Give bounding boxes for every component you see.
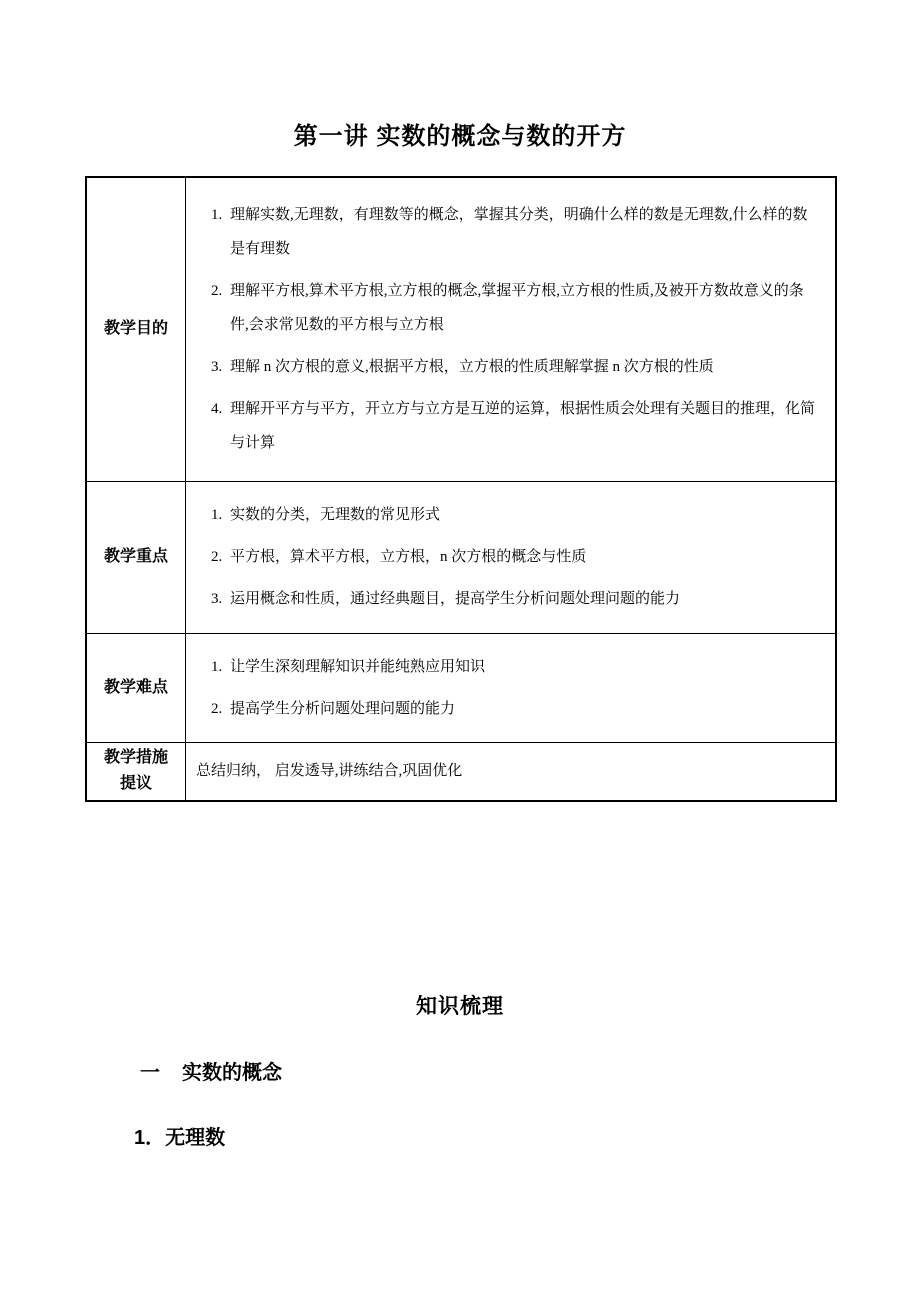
- table-row-difficulties: [86, 633, 836, 742]
- measures-text: 总结归纳， 启发透导,讲练结合,巩固优化: [196, 763, 463, 780]
- list-item: 3. 理解 n 次方根的意义,根据平方根，立方根的性质理解掌握 n 次方根的性质: [226, 350, 821, 384]
- list-item: 2. 平方根，算术平方根，立方根，n 次方根的概念与性质: [226, 540, 821, 574]
- list-item: 2. 提高学生分析问题处理问题的能力: [226, 692, 821, 726]
- row-content-difficulties: [186, 633, 837, 742]
- list-item: 2. 理解平方根,算术平方根,立方根的概念,掌握平方根,立方根的性质,及被开方数故意义的条件,会求常见数的平方根与立方根: [226, 274, 821, 342]
- row-content-measures: [186, 742, 837, 801]
- row-content-keypoints: [186, 481, 837, 633]
- row-label-measures-line2: 提议: [119, 775, 152, 793]
- list-item: 1. 实数的分类，无理数的常见形式: [226, 498, 821, 532]
- section-marker: 一: [140, 1062, 160, 1084]
- list-item: 1. 理解实数,无理数，有理数等的概念，掌握其分类，明确什么样的数是无理数,什么样的数是有理数: [226, 198, 821, 266]
- row-label-measures: [86, 742, 186, 801]
- objectives-list: [186, 198, 821, 460]
- section-heading-real-numbers: [140, 1056, 282, 1085]
- section-title: 实数的概念: [182, 1062, 282, 1084]
- knowledge-section-heading: 知识梳理: [416, 995, 504, 1018]
- table-row-objectives: [86, 177, 836, 481]
- difficulties-list: [186, 650, 821, 726]
- row-label-difficulties: 教学难点: [86, 633, 186, 742]
- keypoints-list: [186, 498, 821, 616]
- row-label-measures-line1: 教学措施: [103, 749, 168, 767]
- row-label-objectives: 教学目的: [86, 177, 186, 481]
- table-row-keypoints: [86, 481, 836, 633]
- row-label-keypoints: 教学重点: [86, 481, 186, 633]
- row-content-objectives: [186, 177, 837, 481]
- page-title: 第一讲 实数的概念与数的开方: [293, 123, 627, 150]
- table-row-measures: [86, 742, 836, 801]
- list-item: 3. 运用概念和性质，通过经典题目，提高学生分析问题处理问题的能力: [226, 582, 821, 616]
- list-item: 4. 理解开平方与平方，开立方与立方是互逆的运算，根据性质会处理有关题目的推理，化简与计算: [226, 392, 821, 460]
- subsection-heading-irrational-numbers: 1．无理数: [134, 1127, 226, 1149]
- list-item: 1. 让学生深刻理解知识并能纯熟应用知识: [226, 650, 821, 684]
- lesson-plan-table: [85, 176, 837, 802]
